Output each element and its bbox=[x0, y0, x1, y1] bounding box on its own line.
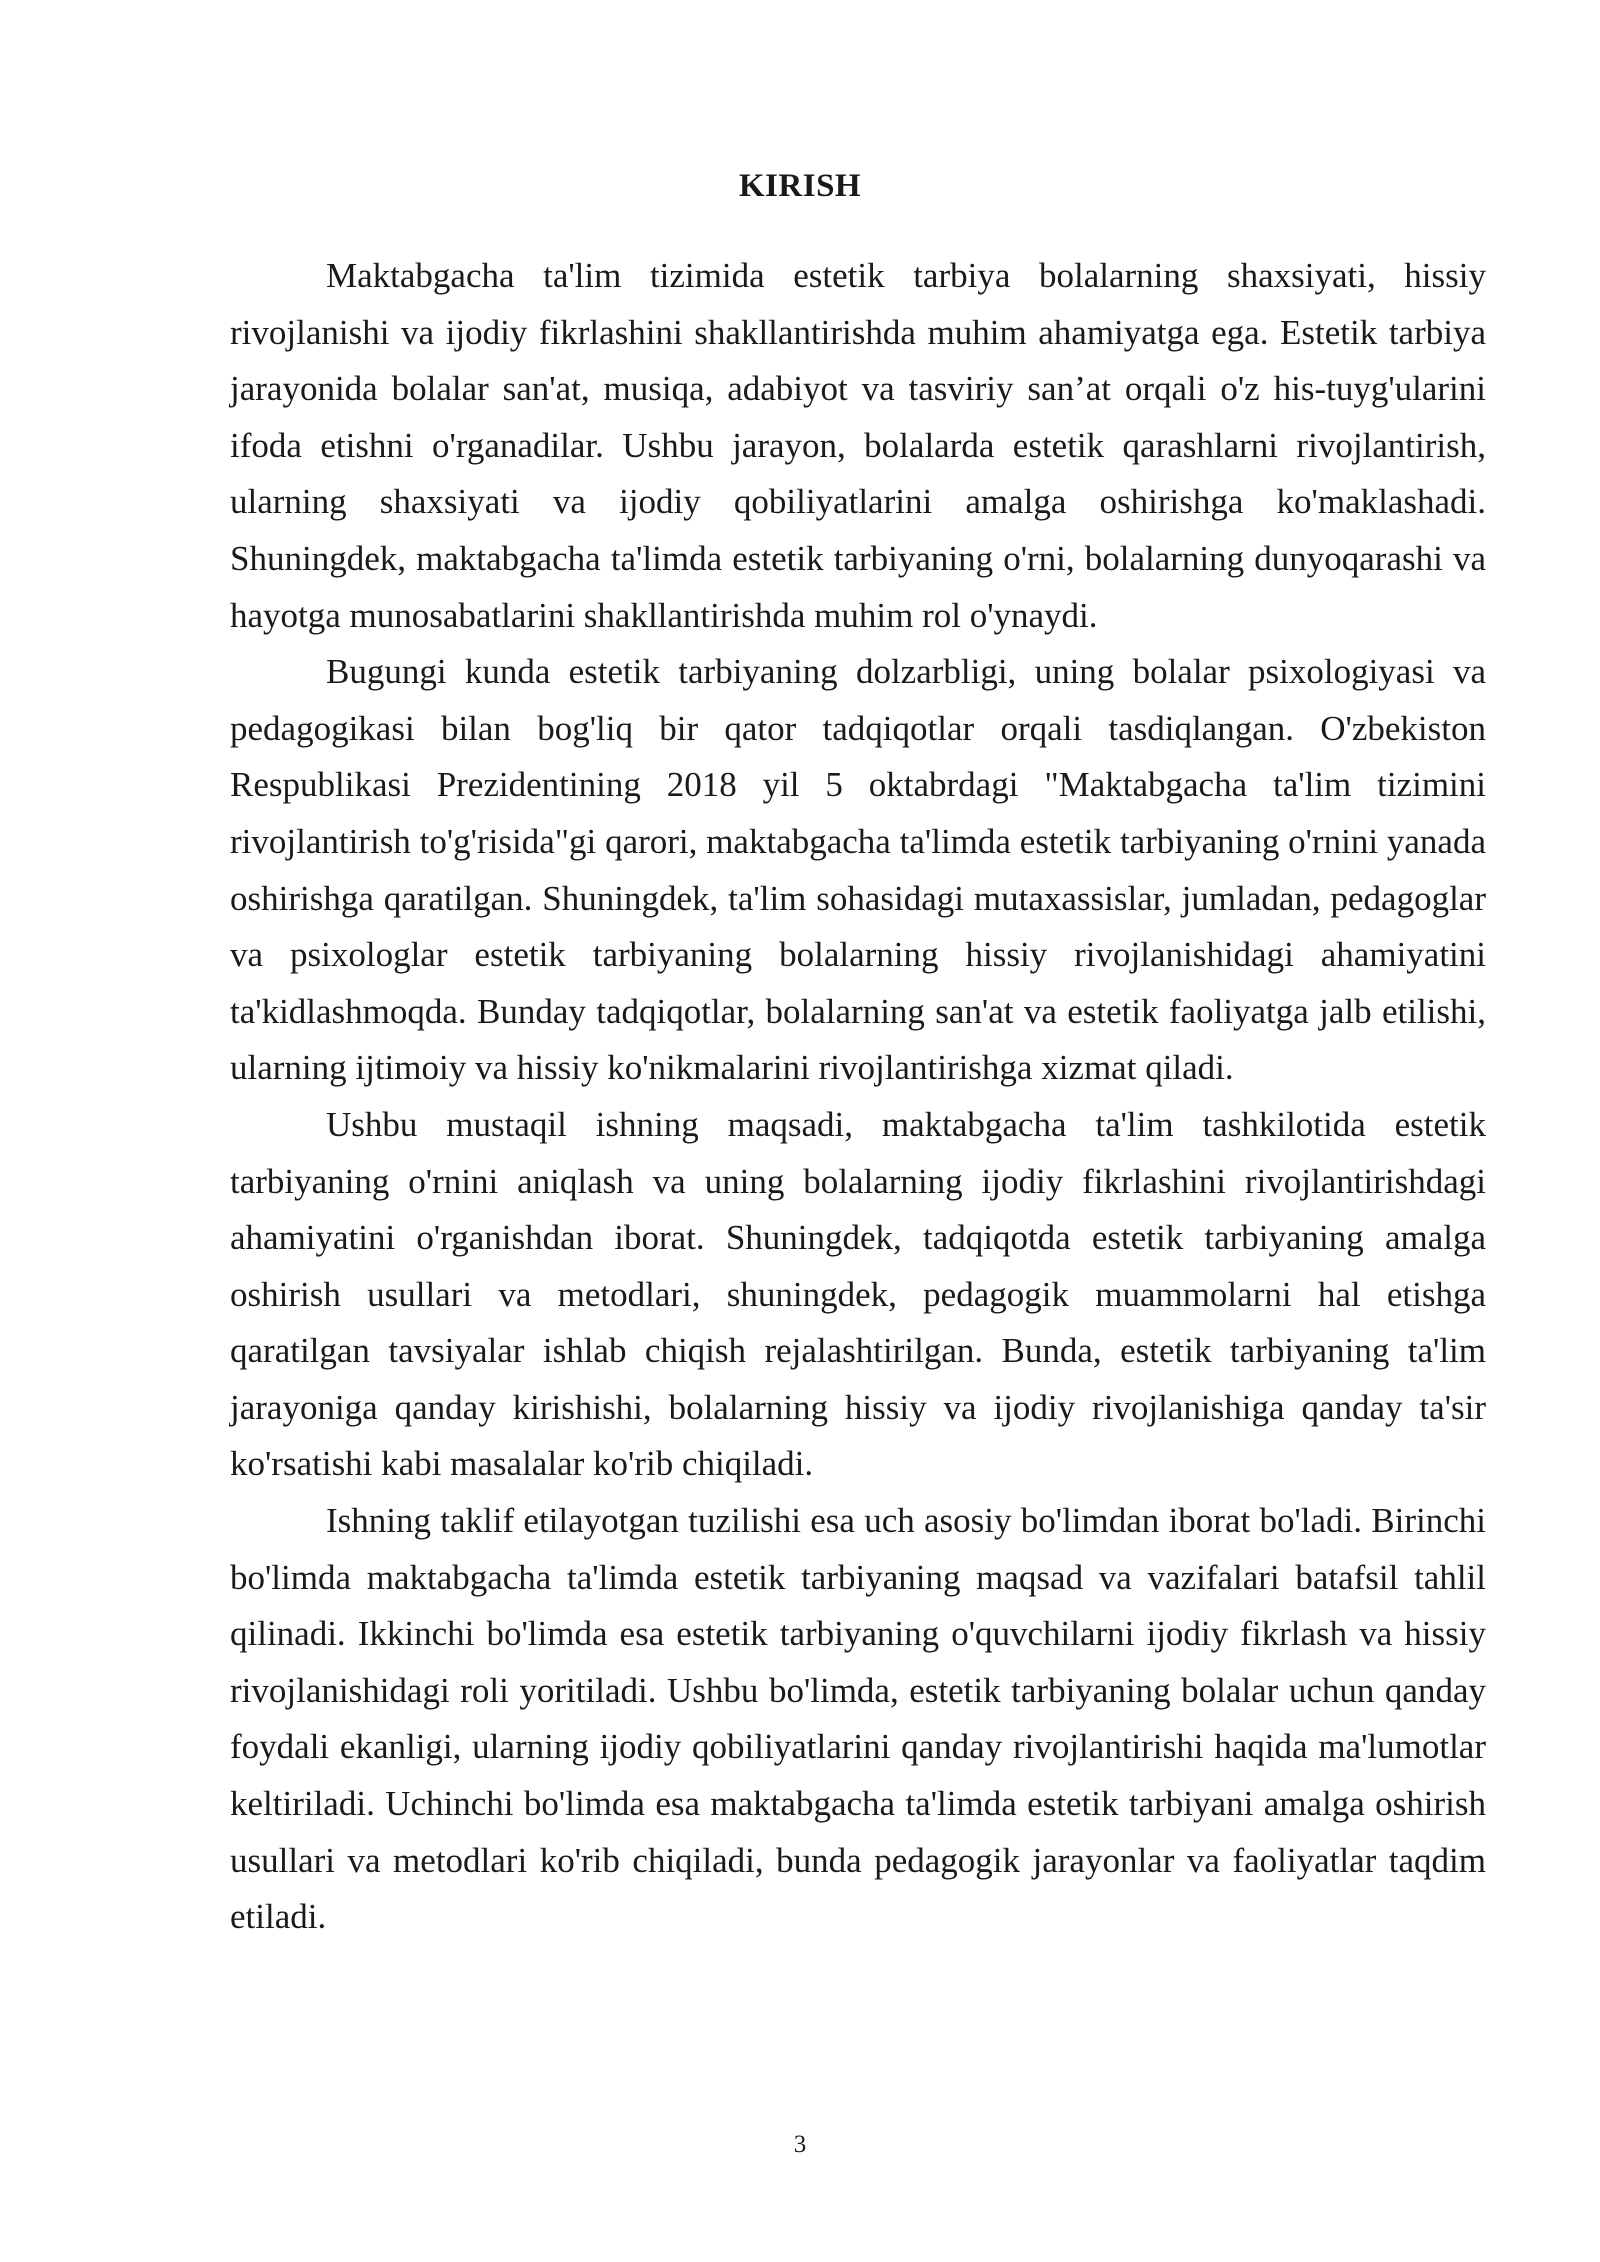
page-number: 3 bbox=[793, 2131, 807, 2158]
section-title: KIRISH bbox=[738, 168, 862, 204]
paragraph-3: Ushbu mustaqil ishning maqsadi, maktabgacha ta'lim tashkilotida estetik tarbiyaning o'rnini aniqlash va uning bolalarning ijodiy fikrlashini rivojlantirishdagi ahamiyatini o'rganishdan iborat. Shuningdek, tadqiqotda estetik tarbiyaning amalga oshirish usullari va metodlari, shuningdek, pedagogik muammolarni hal etishga qaratilgan tavsiyalar ishlab chiqish rejalashtirilgan. Bunda, estetik tarbiyaning ta'lim jarayoniga qanday kirishishi, bolalarning hissiy va ijodiy rivojlanishiga qanday ta'sir ko'rsatishi kabi masalalar ko'rib chiqiladi. bbox=[230, 1104, 1486, 1484]
paragraph-4: Ishning taklif etilayotgan tuzilishi esa uch asosiy bo'limdan iborat bo'ladi. Birinchi bo'limda maktabgacha ta'limda estetik tarbiyaning maqsad va vazifalari batafsil tahlil qilinadi. Ikkinchi bo'limda esa estetik tarbiyaning o'quvchilarni ijodiy fikrlash va hissiy rivojlanishidagi roli yoritiladi. Ushbu bo'limda, estetik tarbiyaning bolalar uchun qanday foydali ekanligi, ularning ijodiy qobiliyatlarini qanday rivojlantirishi haqida ma'lumotlar keltiriladi. Uchinchi bo'limda esa maktabgacha ta'limda estetik tarbiyani amalga oshirish usullari va metodlari ko'rib chiqiladi, bunda pedagogik jarayonlar va faoliyatlar taqdim etiladi. bbox=[230, 1501, 1486, 1937]
paragraph-1: Maktabgacha ta'lim tizimida estetik tarbiya bolalarning shaxsiyati, hissiy rivojlanishi va ijodiy fikrlashini shakllantirishda muhim ahamiyatga ega. Estetik tarbiya jarayonida bolalar san'at, musiqa, adabiyot va tasviriy san’at orqali o'z his-tuyg'ularini ifoda etishni o'rganadilar. Ushbu jarayon, bolalarda estetik qarashlarni rivojlantirish, ularning shaxsiyati va ijodiy qobiliyatlarini amalga oshirishga ko'maklashadi. Shuningdek, maktabgacha ta'limda estetik tarbiyaning o'rni, bolalarning dunyoqarashi va hayotga munosabatlarini shakllantirishda muhim rol o'ynaydi. bbox=[230, 256, 1486, 635]
body-text bbox=[230, 248, 1486, 1946]
paragraph-2: Bugungi kunda estetik tarbiyaning dolzarbligi, uning bolalar psixologiyasi va pedagogikasi bilan bog'liq bir qator tadqiqotlar orqali tasdiqlangan. O'zbekiston Respublikasi Prezidentining 2018 yil 5 oktabrdagi "Maktabgacha ta'lim tizimini rivojlantirish to'g'risida"gi qarori, maktabgacha ta'limda estetik tarbiyaning o'rnini yanada oshirishga qaratilgan. Shuningdek, ta'lim sohasidagi mutaxassislar, jumladan, pedagoglar va psixologlar estetik tarbiyaning bolalarning hissiy rivojlanishidagi ahamiyatini ta'kidlashmoqda. Bunday tadqiqotlar, bolalarning san'at va estetik faoliyatga jalb etilishi, ularning ijtimoiy va hissiy ko'nikmalarini rivojlantirishga xizmat qiladi. bbox=[230, 652, 1486, 1088]
